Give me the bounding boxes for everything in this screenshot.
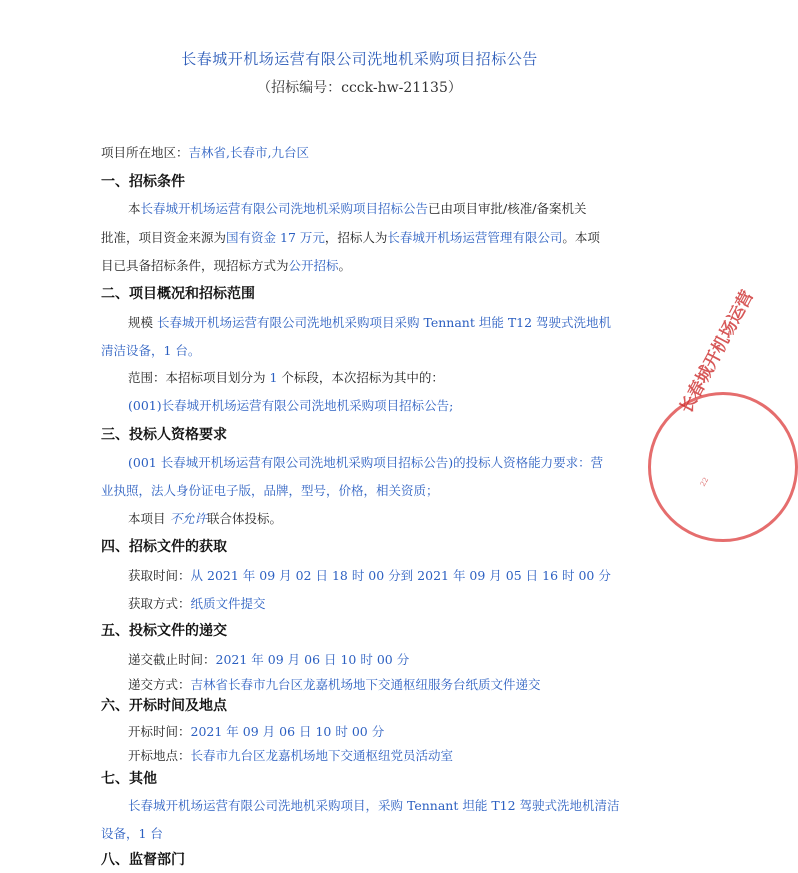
section-1-line-3: 目已具备招标条件，现招标方式为公开招标。 [101, 258, 352, 273]
section-6-line-2: 开标地点：长春市九台区龙嘉机场地下交通枢纽党员活动室 [128, 748, 454, 763]
section-5-heading: 五、投标文件的递交 [101, 623, 227, 639]
section-4-line-1: 获取时间：从 2021 年 09 月 02 日 18 时 00 分到 2021 年 09 月 05 日 16 时 00 分 [128, 568, 611, 583]
section-7-line-2: 设备，1 台 [101, 826, 163, 841]
tender-number: （招标编号：ccck-hw-21135） [257, 80, 462, 96]
section-1-line-2: 批准，项目资金来源为国有资金 17 万元，招标人为长春城开机场运营管理有限公司。本项 [101, 230, 600, 245]
location-label: 项目所在地区： [101, 145, 189, 160]
section-3-line-2: 业执照，法人身份证电子版，品牌，型号，价格，相关资质； [101, 483, 439, 498]
section-4-line-2: 获取方式：纸质文件提交 [128, 596, 266, 611]
section-5-line-2: 递交方式：吉林省长春市九台区龙嘉机场地下交通枢纽服务台纸质文件递交 [128, 677, 541, 692]
project-location [101, 143, 309, 161]
section-1-line-1: 本长春城开机场运营有限公司洗地机采购项目招标公告已由项目审批/核准/备案机关 [128, 201, 587, 216]
section-3-heading: 三、投标人资格要求 [101, 427, 227, 443]
section-7-heading: 七、其他 [101, 771, 157, 787]
section-2-heading: 二、项目概况和招标范围 [101, 286, 255, 302]
section-3-line-1: (001 长春城开机场运营有限公司洗地机采购项目招标公告)的投标人资格能力要求：营 [128, 455, 604, 470]
section-2-line-1: 规模 长春城开机场运营有限公司洗地机采购项目采购 Tennant 坦能 T12 驾驶式洗地机 [128, 315, 612, 330]
official-seal [648, 392, 798, 542]
section-2-line-2: 清洁设备，1 台。 [101, 343, 201, 358]
section-4-heading: 四、招标文件的获取 [101, 539, 227, 555]
section-7-line-1: 长春城开机场运营有限公司洗地机采购项目，采购 Tennant 坦能 T12 驾驶式洗地机清洁 [128, 798, 620, 813]
section-8-heading: 八、监督部门 [101, 852, 185, 868]
section-5-line-1: 递交截止时间：2021 年 09 月 06 日 10 时 00 分 [128, 652, 410, 667]
section-6-heading: 六、开标时间及地点 [101, 698, 227, 714]
section-2-line-3: 范围：本招标项目划分为 1 个标段，本次招标为其中的： [128, 370, 444, 385]
seal-text: 长春城开机场运营 [676, 287, 758, 417]
seal-number: 22 [698, 476, 711, 488]
section-1-heading: 一、招标条件 [101, 174, 185, 190]
document-title: 长春城开机场运营有限公司洗地机采购项目招标公告 [181, 50, 538, 68]
location-value: 吉林省,长春市,九台区 [188, 145, 309, 160]
section-6-line-1: 开标时间：2021 年 09 月 06 日 10 时 00 分 [128, 724, 385, 739]
section-2-line-4: (001)长春城开机场运营有限公司洗地机采购项目招标公告; [128, 398, 454, 413]
section-3-line-3: 本项目 不允许联合体投标。 [128, 511, 283, 526]
